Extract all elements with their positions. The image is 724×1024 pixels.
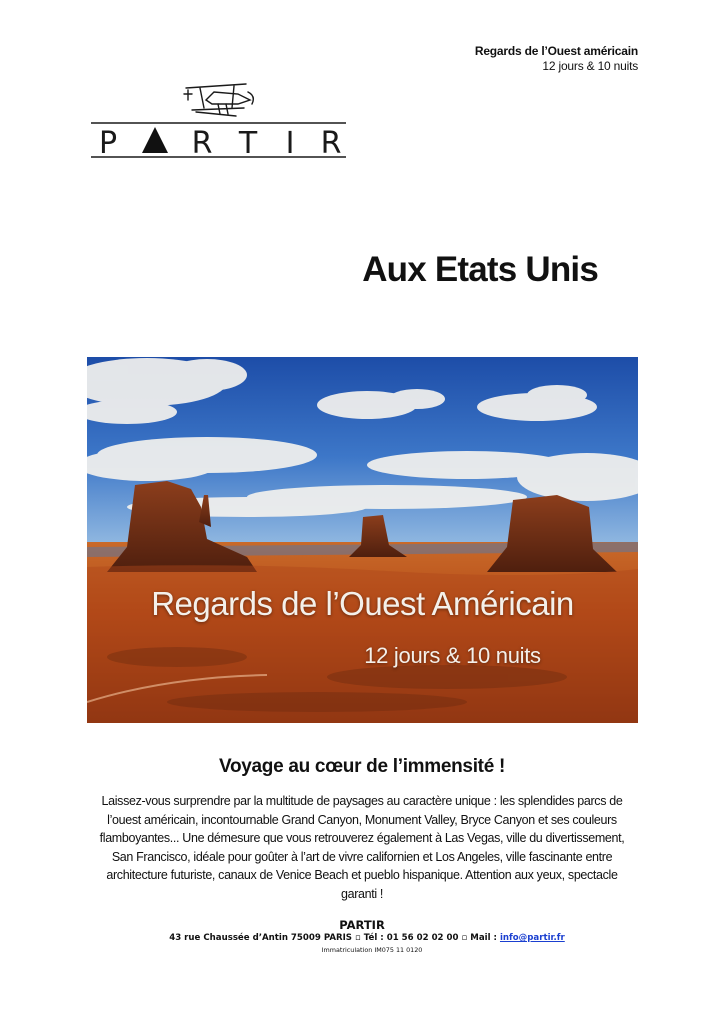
- section-subtitle: Voyage au cœur de l’immensité !: [219, 756, 505, 777]
- footer-registration: Immatriculation IM075 11 0120: [321, 946, 423, 954]
- partir-logo: [88, 78, 350, 162]
- hero-caption-title: Regards de l’Ouest Américain: [151, 585, 574, 622]
- page-title: Aux Etats Unis: [362, 250, 598, 289]
- intro-paragraph: Laissez-vous surprendre par la multitude de paysages au caractère unique : les splendides parcs de l’ouest américain, incontournable Grand Canyon, Monument Valley, Bryce Canyon et ses couleurs flamboyantes... Une démesure que vous retrouverez également à Las Vegas, ville du divertissement, San Francisco, idéale pour goûter à l’art de vivre californien et Los Angeles, ville fascinante entre architecture futuriste, canaux de Venice Beach et pueblo hispanique. Attention aux yeux, spectacle garanti !: [99, 794, 625, 901]
- footer-email-link[interactable]: info@partir.fr: [499, 933, 565, 943]
- separator-icon: ▫: [461, 933, 468, 943]
- biplane-icon: [184, 84, 253, 116]
- separator-icon: ▫: [354, 933, 361, 943]
- logo-letter-p: P: [98, 126, 118, 161]
- footer-brand: PARTIR: [339, 918, 385, 932]
- trip-header: [475, 44, 638, 74]
- footer-mail-label: Mail :: [467, 933, 500, 943]
- hero-image: [87, 357, 638, 723]
- footer-phone: Tél : 01 56 02 02 00: [360, 933, 462, 943]
- trip-duration: 12 jours & 10 nuits: [542, 59, 638, 73]
- footer-contact: [0, 932, 724, 945]
- logo-letter-t: T: [238, 126, 258, 161]
- footer-address: 43 rue Chaussée d’Antin 75009 PARIS: [169, 933, 355, 943]
- logo-letter-r: R: [191, 126, 213, 161]
- hero-caption-duration: 12 jours & 10 nuits: [364, 643, 541, 668]
- logo-letter-r2: R: [320, 126, 342, 161]
- logo-letter-i: I: [285, 126, 295, 161]
- footer: [0, 918, 724, 955]
- trip-title: Regards de l’Ouest américain: [474, 44, 638, 58]
- logo-triangle-a: [142, 127, 168, 153]
